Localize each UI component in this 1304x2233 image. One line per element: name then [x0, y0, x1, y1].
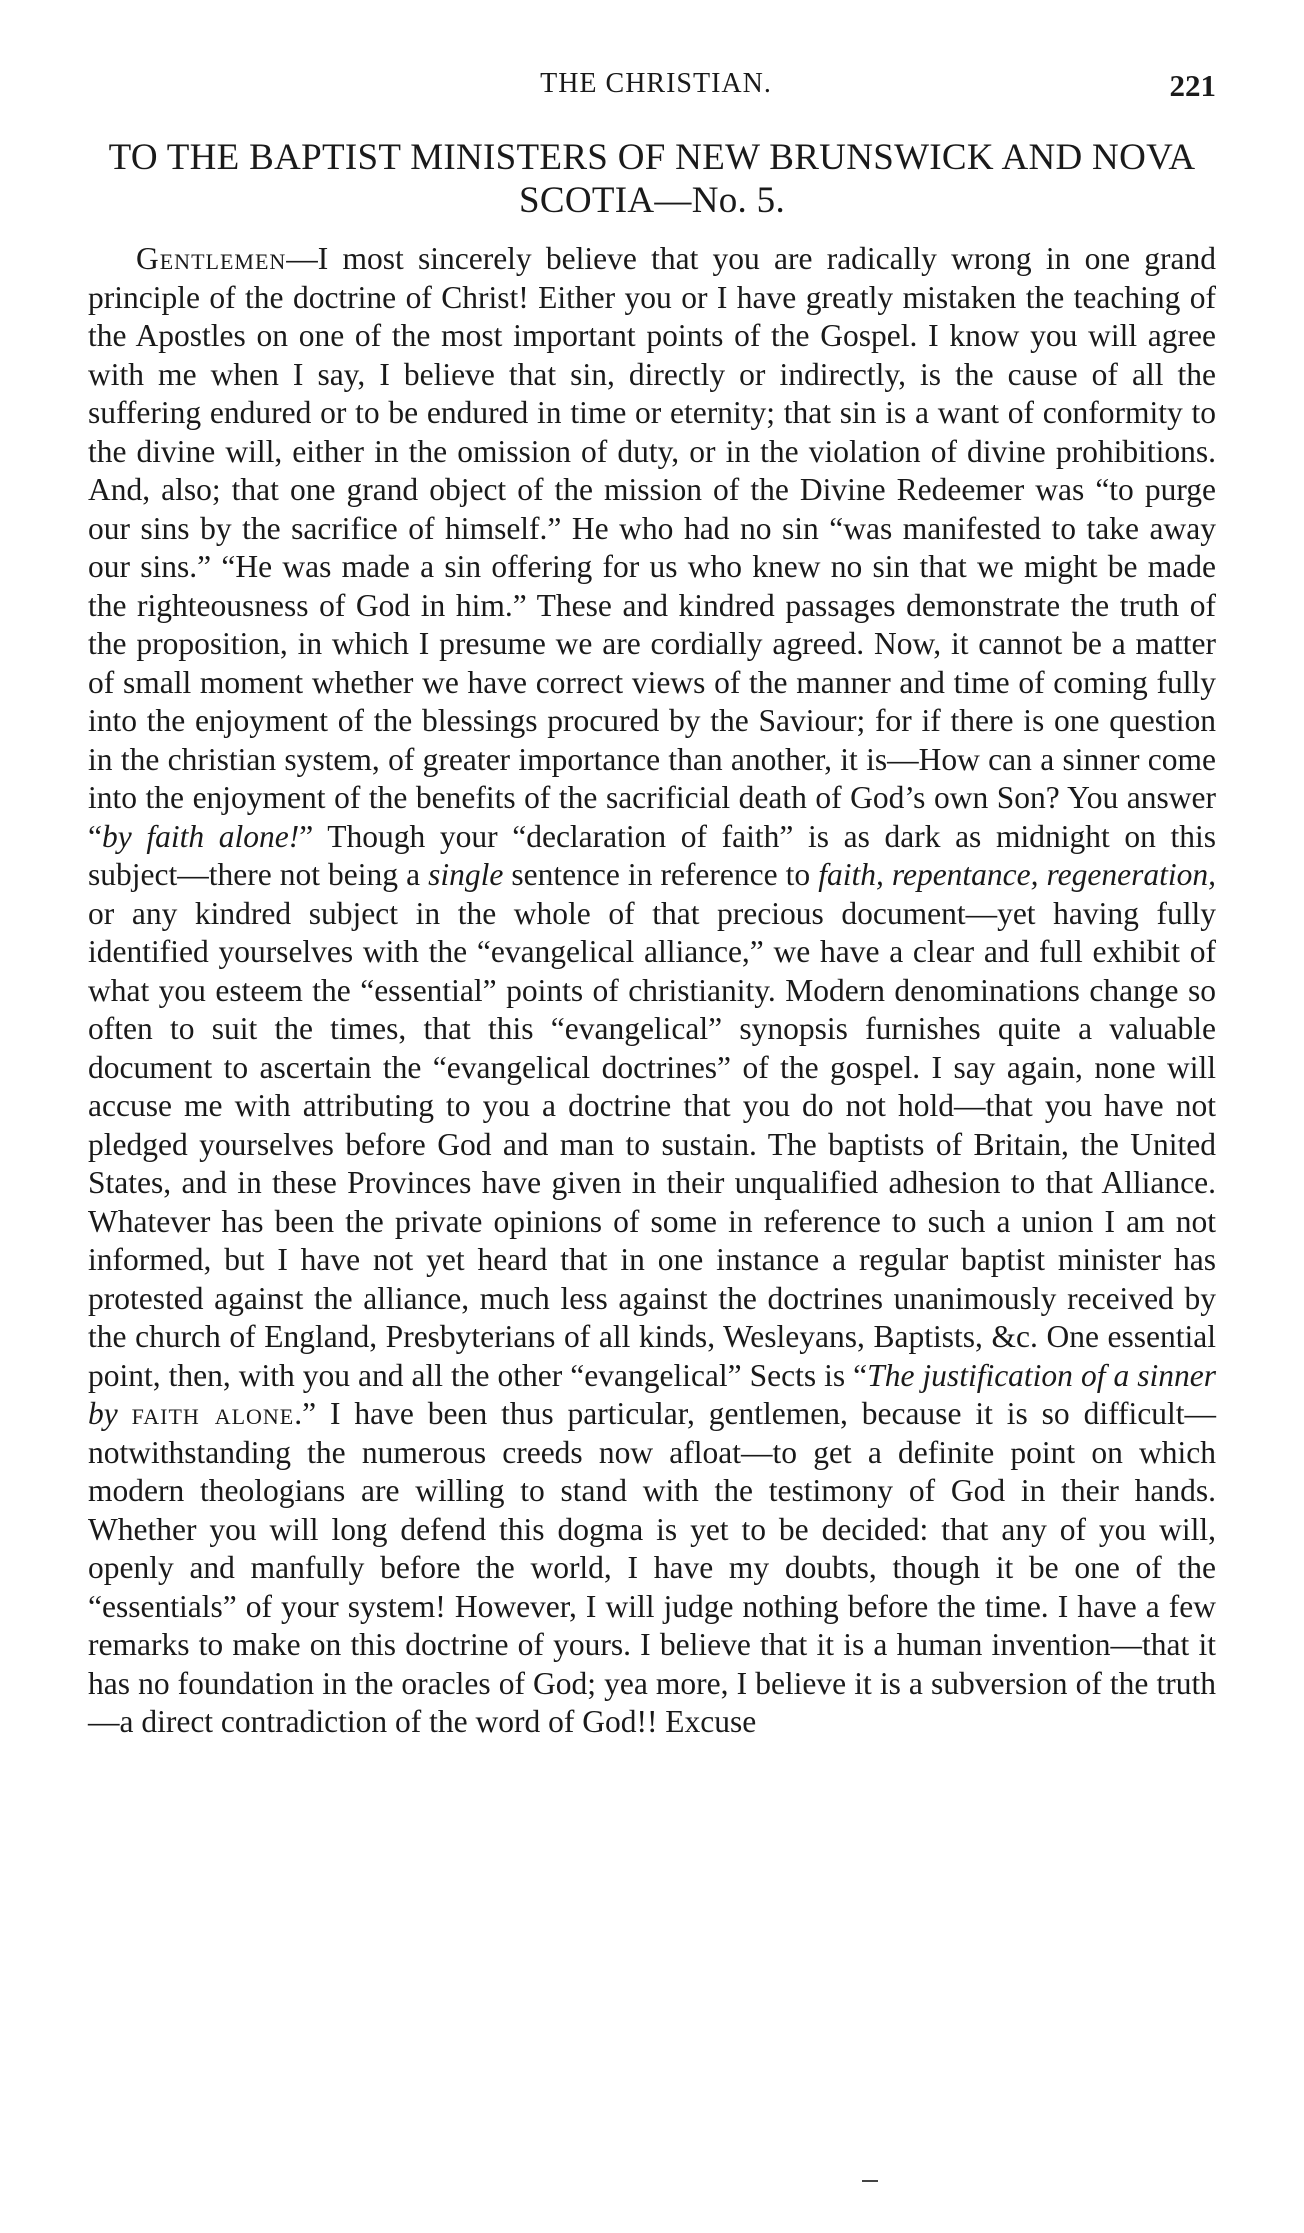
article-title: TO THE BAPTIST MINISTERS OF NEW BRUNSWICK AND NOVA SCOTIA—No. 5. — [108, 137, 1196, 221]
emphasis-single: single — [428, 857, 504, 892]
printer-mark — [862, 2180, 878, 2182]
running-title: THE CHRISTIAN. — [540, 68, 772, 99]
running-head — [96, 68, 1216, 108]
body-segment: ” Though your “declaration of faith” is as dark as midnight on this subject—there not being a — [88, 818, 1216, 892]
body-segment: or any kindred subject in the whole of that precious document—yet having fully identified yourselves with the “evangelical alliance,” we have a clear and full exhibit of what you esteem the “essential” points of christianity. Modern denominations change so often to suit the times, that this “evangelical” synopsis furnishes quite a valuable document to ascertain the “evangelical doctrines” of the gospel. I say again, none will accuse me with attributing to you a doctrine that you do not hold—that you have not pledged yourselves before God and man to sustain. The baptists of Britain, the United States, and in these Provinces have given in their unqualified adhesion to that Alliance. Whatever has been the private opinions of some in reference to such a union I am not informed, but I have not yet heard that in one instance a regular baptist minister has protested against the alliance, much less against the doctrines unanimously received by the church of England, Presbyterians of all kinds, Wesleyans, Baptists, &c. One essential point, then, with you and all the other “evangelical” Sects is “ — [88, 895, 1216, 1393]
emphasis-faith-alone: by faith alone! — [101, 818, 300, 854]
page-number: 221 — [1169, 68, 1216, 103]
body-segment: .” I have been thus particular, gentlemen, because it is so difficult—notwithstanding the numerous creeds now afloat—to get a definite point on which modern theologians are willing to stand with the testimony of God in their hands. Whether you will long defend this dogma is yet to be decided: that any of you will, openly and manfully before the world, I have my doubts, though it be one of the “essentials” of your system! However, I will judge nothing before the time. I have a few remarks to make on this doctrine of yours. I believe that it is a human invention—that it has no foundation in the oracles of God; yea more, I believe it is a subversion of the truth—a direct contradiction of the word of God!! Excuse — [88, 1396, 1216, 1739]
body-segment: sentence in reference to — [503, 857, 819, 892]
body-segment: —I most sincerely believe that you are radically wrong in one grand principle of the doctrine of Christ! Either you or I have greatly mistaken the teaching of the Apostles on one of the most important points of the Gospel. I know you will agree with me when I say, I believe that sin, directly or indirectly, is the cause of all the suffering endured or to be endured in time or eternity; that sin is a want of conformity to the divine will, either in the omission of duty, or in the violation of divine prohibitions. And, also; that one grand object of the mission of the Divine Redeemer was “to purge our sins by the sacrifice of himself.” He who had no sin “was manifested to take away our sins.” “He was made a sin offering for us who knew no sin that we might be made the righteousness of God in him.” These and kindred passages demonstrate the truth of the proposition, in which I presume we are cordially agreed. Now, it cannot be a matter of small moment whether we have correct views of the manner and time of coming fully into the enjoyment of the blessings procured by the Saviour; for if there is one question in the christian system, of greater importance than another, it is—How can a sinner come into the enjoyment of the benefits of the sacrificial death of God’s own Son? You answer “ — [88, 241, 1216, 854]
salutation: Gentlemen — [136, 241, 287, 276]
article-body — [88, 240, 1216, 1742]
emphasis-faith-repentance-regeneration: faith, repentance, regeneration, — [818, 857, 1216, 892]
emphasis-justification: The justification of a sinner by — [88, 1357, 1216, 1431]
small-caps-faith-alone: faith alone — [131, 1396, 295, 1431]
